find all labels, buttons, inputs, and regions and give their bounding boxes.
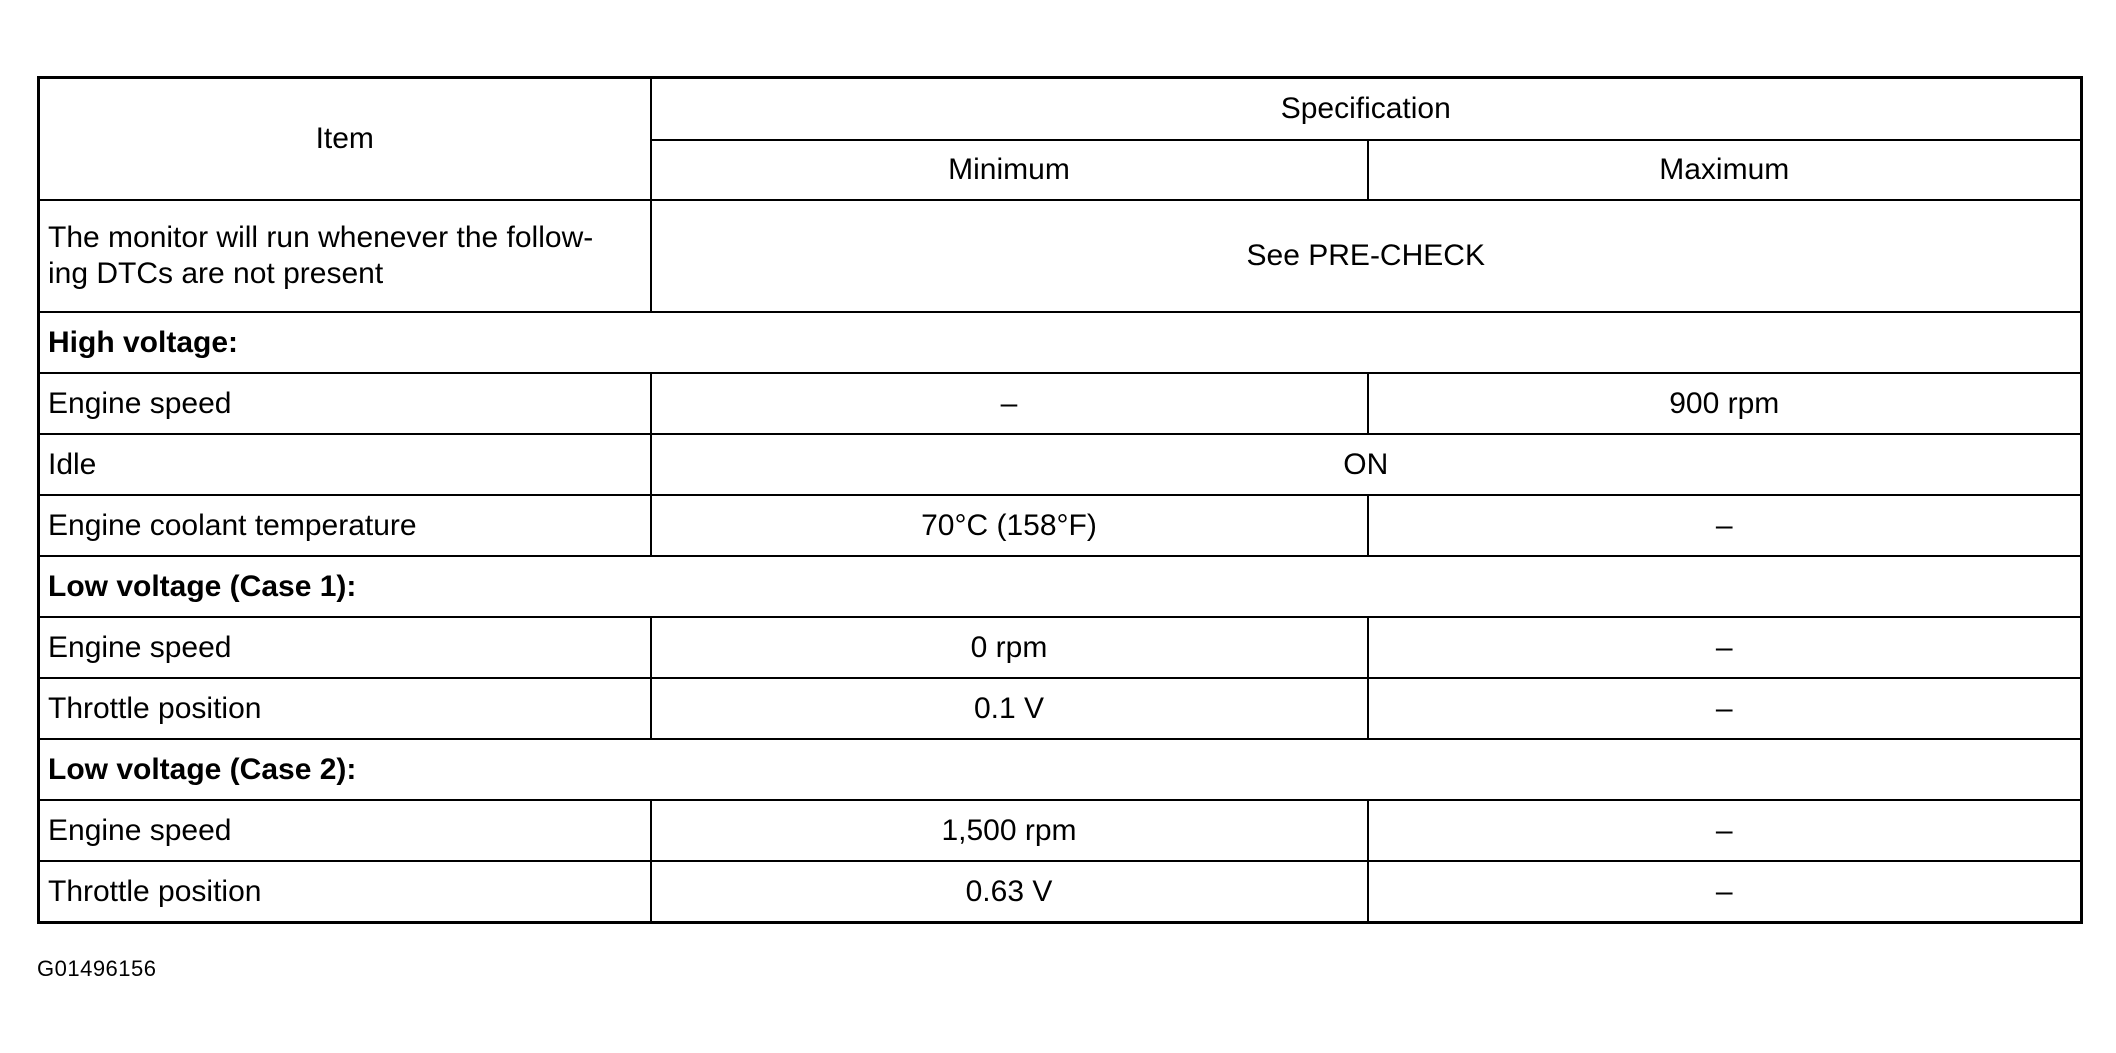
maximum-cell: –	[1368, 617, 2082, 678]
minimum-cell: 0.1 V	[651, 678, 1368, 739]
minimum-cell: 0.63 V	[651, 861, 1368, 923]
figure-id: G01496156	[37, 956, 157, 981]
precheck-item-cell	[39, 200, 651, 312]
table-row	[39, 373, 2082, 434]
table-header-row	[39, 78, 2082, 141]
maximum-cell: 900 rpm	[1368, 373, 2082, 434]
precheck-item-line2: ing DTCs are not present	[48, 257, 384, 290]
table-row	[39, 678, 2082, 739]
item-cell: Engine speed	[39, 800, 651, 861]
specification-column-header: Specification	[651, 78, 2082, 141]
table-row	[39, 434, 2082, 495]
minimum-cell: 1,500 rpm	[651, 800, 1368, 861]
minimum-cell: 70°C (158°F)	[651, 495, 1368, 556]
precheck-item-line1: The monitor will run whenever the follow-	[48, 221, 594, 254]
specification-table	[37, 76, 2083, 924]
section-title-low-voltage-case-2: Low voltage (Case 2):	[39, 739, 2082, 800]
minimum-cell: –	[651, 373, 1368, 434]
minimum-column-header: Minimum	[651, 140, 1368, 200]
section-title-low-voltage-case-1: Low voltage (Case 1):	[39, 556, 2082, 617]
table-row	[39, 861, 2082, 923]
maximum-cell: –	[1368, 861, 2082, 923]
table-row	[39, 495, 2082, 556]
item-cell: Engine coolant temperature	[39, 495, 651, 556]
maximum-column-header: Maximum	[1368, 140, 2082, 200]
maximum-cell: –	[1368, 495, 2082, 556]
section-title-high-voltage: High voltage:	[39, 312, 2082, 373]
item-cell: Idle	[39, 434, 651, 495]
maximum-cell: –	[1368, 678, 2082, 739]
item-cell: Throttle position	[39, 678, 651, 739]
spanning-value-cell: ON	[651, 434, 2082, 495]
item-cell: Throttle position	[39, 861, 651, 923]
section-row	[39, 556, 2082, 617]
table-row	[39, 800, 2082, 861]
maximum-cell: –	[1368, 800, 2082, 861]
item-column-header: Item	[39, 78, 651, 201]
item-cell: Engine speed	[39, 617, 651, 678]
section-row	[39, 739, 2082, 800]
section-row	[39, 312, 2082, 373]
minimum-cell: 0 rpm	[651, 617, 1368, 678]
precheck-value-cell: See PRE-CHECK	[651, 200, 2082, 312]
table-row	[39, 200, 2082, 312]
table-row	[39, 617, 2082, 678]
item-cell: Engine speed	[39, 373, 651, 434]
